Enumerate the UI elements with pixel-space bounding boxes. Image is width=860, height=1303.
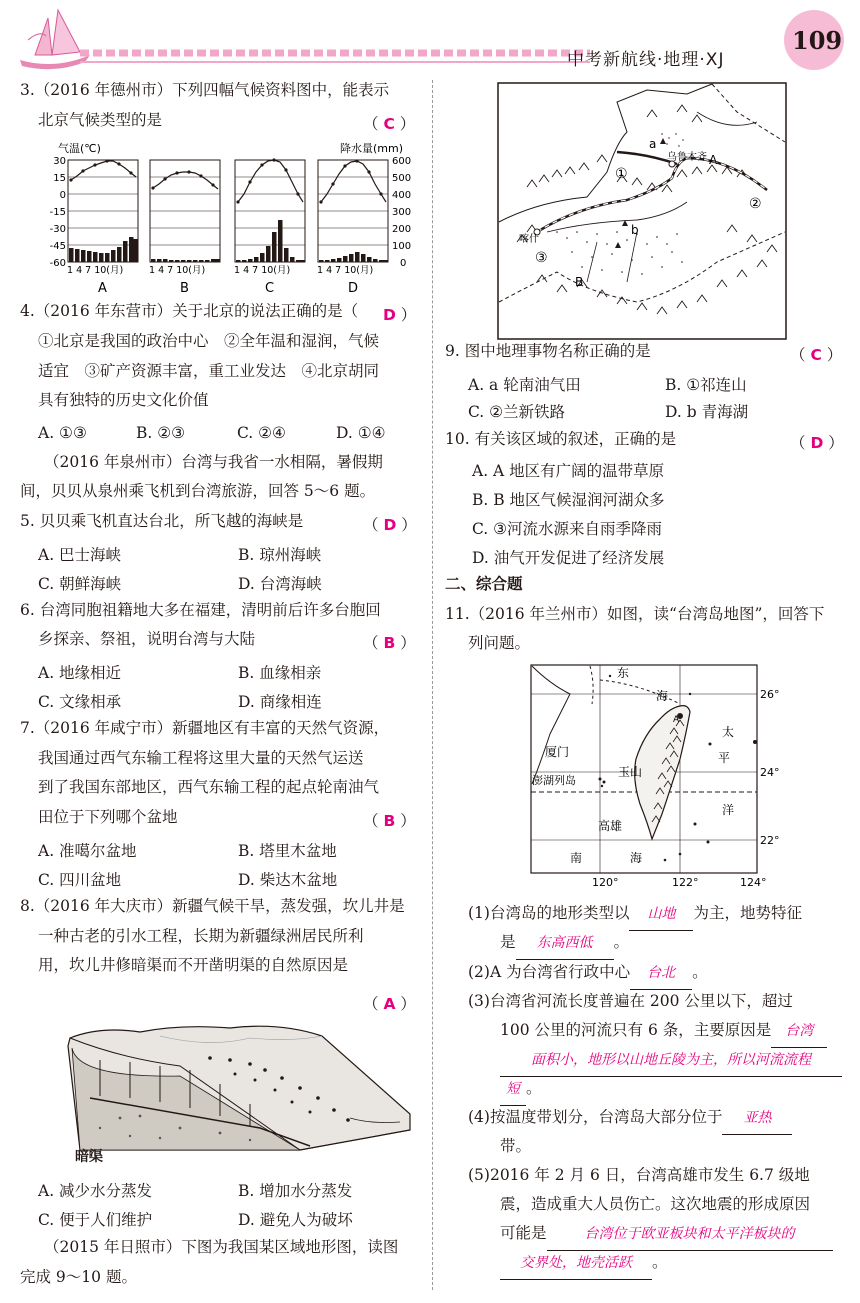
q11-p5-line1: (5)2016 年 2 月 6 日，台湾高雄市发生 6.7 级地: [468, 1166, 810, 1184]
svg-text:-15: -15: [49, 207, 66, 218]
q5-answer-bracket: （ D ）: [363, 516, 417, 534]
q11-p5-answer2: 交界处，地壳活跃: [520, 1255, 632, 1271]
svg-text:B: B: [575, 275, 584, 289]
q11-p1-line2: 是 东高西低 。: [500, 928, 629, 960]
q11-p4-answer: 亚热: [743, 1110, 772, 1126]
q11-p1-answer2: 东高西低: [536, 935, 593, 951]
svg-text:海: 海: [630, 851, 643, 865]
svg-text:1 4 7 10(月): 1 4 7 10(月): [67, 265, 124, 276]
q11-p3-line2: 100 公里的河流只有 6 条，主要原因是 台湾: [500, 1016, 827, 1048]
q10-option-a: A. A 地区有广阔的温带草原: [472, 462, 665, 480]
q5-option-d: D. 台湾海峡: [238, 575, 322, 593]
q4-stem: 4.（2016 年东营市）关于北京的说法正确的是（: [20, 302, 359, 320]
svg-text:厦门: 厦门: [545, 745, 570, 759]
svg-text:东: 东: [617, 666, 630, 680]
karez-diagram: [60, 1018, 420, 1170]
q8-option-b: B. 增加水分蒸发: [238, 1182, 353, 1200]
q6-answer-bracket: （ B ）: [363, 634, 416, 652]
header-decoration: [0, 0, 860, 75]
svg-text:D: D: [348, 281, 359, 296]
q4-option-a: A. ①③: [38, 424, 87, 442]
svg-text:C: C: [265, 281, 275, 296]
q9-answer: C: [810, 346, 822, 364]
q11-p4-line1: (4)按温度带划分，台湾岛大部分位于 亚热: [468, 1103, 792, 1135]
svg-text:500: 500: [392, 173, 412, 184]
svg-text:124°: 124°: [740, 876, 767, 889]
q4-answer-bracket: D ）: [383, 306, 417, 324]
climate-charts: [40, 140, 420, 298]
q8-line1: 8.（2016 年大庆市）新疆气候干旱，蒸发强，坎儿井是: [20, 897, 405, 915]
q11-p5-line2: 震，造成重大人员伤亡。这次地震的形成原因: [500, 1195, 811, 1213]
svg-text:澎湖列岛: 澎湖列岛: [532, 774, 576, 787]
header-stripe: [80, 53, 590, 62]
q5-option-a: A. 巴士海峡: [38, 546, 122, 564]
q7-line4: 田位于下列哪个盆地: [38, 808, 178, 826]
q11-line2: 列问题。: [468, 634, 531, 652]
column-divider: [432, 80, 433, 1290]
q9-stem: 9. 图中地理事物名称正确的是: [445, 342, 651, 360]
q11-p3-answer1: 台湾: [785, 1023, 814, 1039]
svg-text:120°: 120°: [592, 876, 619, 889]
q7-line2: 我国通过西气东输工程将这里大量的天然气运送: [38, 749, 364, 767]
q11-p5-answer1: 台湾位于欧亚板块和太平洋板块的: [584, 1226, 795, 1242]
q4-option-c: C. ②④: [237, 424, 286, 442]
y-left-label: 气温(℃): [58, 142, 101, 155]
q10-answer: D: [810, 434, 824, 452]
svg-text:玉山: 玉山: [618, 765, 643, 779]
q6-line1: 6. 台湾同胞祖籍地大多在福建，清明前后许多台胞回: [20, 601, 381, 619]
svg-text:A: A: [98, 281, 107, 296]
svg-text:300: 300: [392, 207, 412, 218]
svg-text:1 4 7 10(月): 1 4 7 10(月): [234, 265, 291, 276]
precip-bars: [69, 220, 388, 262]
q9-option-a: A. a 轮南油气田: [468, 376, 581, 394]
q4-answer: D: [383, 306, 396, 324]
q3-answer: C: [383, 115, 395, 133]
svg-text:-30: -30: [49, 224, 66, 235]
page-number: 109: [792, 26, 843, 55]
svg-text:洋: 洋: [722, 803, 735, 817]
svg-text:A: A: [709, 153, 718, 167]
q7-line1: 7.（2016 年咸宁市）新疆地区有丰富的天然气资源，: [20, 719, 390, 737]
q8-line2: 一种古老的引水工程，长期为新疆绿洲居民所利: [38, 927, 364, 945]
q7-answer-bracket: （ B ）: [363, 812, 416, 830]
q4-line1: ①北京是我国的政治中心 ②全年温和湿润，气候: [38, 332, 380, 350]
svg-text:600: 600: [392, 156, 412, 167]
q10-option-d: D. 油气开发促进了经济发展: [472, 549, 665, 567]
svg-text:200: 200: [392, 224, 412, 235]
svg-text:喀什: 喀什: [519, 234, 539, 245]
q10-stem: 10. 有关该区域的叙述，正确的是: [445, 430, 677, 448]
q11-p3-line4: 短 。: [500, 1074, 542, 1106]
q11-p3-line3: [500, 1045, 842, 1077]
svg-text:a: a: [649, 137, 657, 151]
intro-9-10-line2: 完成 9～10 题。: [20, 1268, 137, 1286]
sailboat-logo-icon: [20, 10, 90, 69]
q5-option-c: C. 朝鲜海峡: [38, 575, 122, 593]
svg-text:-60: -60: [49, 258, 66, 269]
q10-option-b: B. B 地区气候湿润河湖众多: [472, 491, 665, 509]
svg-text:太: 太: [722, 725, 735, 739]
q6-line2: 乡探亲、祭祖，说明台湾与大陆: [38, 630, 256, 648]
q11-p1-line1: (1)台湾岛的地形类型以 山地 为主，地势特征: [468, 899, 802, 931]
svg-text:30: 30: [53, 156, 66, 167]
karez-label: 暗渠: [75, 1149, 103, 1165]
q6-option-a: A. 地缘相近: [38, 664, 122, 682]
temp-dots: [69, 158, 382, 203]
q6-answer: B: [383, 634, 396, 652]
x-tick-labels: [67, 265, 373, 276]
q11-p1-answer1: 山地: [647, 906, 676, 922]
q9-option-d: D. b 青海湖: [665, 403, 749, 421]
q7-option-a: A. 准噶尔盆地: [38, 842, 137, 860]
q3-line2: 北京气候类型的是: [38, 111, 163, 129]
q9-option-b: B. ①祁连山: [665, 376, 747, 394]
y-left-ticks: [50, 156, 66, 269]
svg-text:26°: 26°: [760, 688, 780, 701]
q11-p2-answer: 台北: [647, 965, 676, 981]
svg-text:0: 0: [59, 190, 66, 201]
q6-option-d: D. 商缘相连: [238, 693, 322, 711]
q8-answer-bracket: （ A ）: [363, 995, 416, 1013]
q7-option-b: B. 塔里木盆地: [238, 842, 337, 860]
intro-5-6-line1: （2016 年泉州市）台湾与我省一水相隔，暑假期: [44, 453, 383, 471]
q5-option-b: B. 琼州海峡: [238, 546, 322, 564]
svg-text:15: 15: [53, 173, 66, 184]
q11-p3-line1: (3)台湾省河流长度普遍在 200 公里以下，超过: [468, 992, 793, 1010]
svg-text:122°: 122°: [672, 876, 699, 889]
q7-line3: 到了我国东部地区，西气东输工程的起点轮南油气: [38, 778, 380, 796]
svg-text:1 4 7 10(月): 1 4 7 10(月): [149, 265, 206, 276]
svg-text:b: b: [631, 223, 639, 237]
svg-text:B: B: [180, 281, 189, 296]
q5-answer: D: [383, 516, 397, 534]
intro-9-10-line1: （2015 年日照市）下图为我国某区域地形图，读图: [44, 1238, 399, 1256]
panel-labels: [98, 281, 358, 296]
q10-answer-bracket: （ D ）: [790, 434, 844, 452]
svg-text:22°: 22°: [760, 834, 780, 847]
section-heading: 二、综合题: [445, 575, 523, 593]
q11-p5-line4: 交界处，地壳活跃 。: [500, 1248, 668, 1280]
q4-line3: 具有独特的历史文化价值: [38, 391, 209, 409]
q7-option-c: C. 四川盆地: [38, 871, 122, 889]
q10-option-c: C. ③河流水源来自雨季降雨: [472, 520, 663, 538]
q7-option-d: D. 柴达木盆地: [238, 871, 338, 889]
intro-5-6-line2: 间，贝贝从泉州乘飞机到台湾旅游，回答 5～6 题。: [20, 482, 376, 500]
svg-text:平: 平: [718, 751, 731, 765]
q7-answer: B: [383, 812, 396, 830]
svg-text:高雄: 高雄: [598, 819, 623, 833]
svg-text:A: A: [673, 715, 680, 725]
q5-stem: 5. 贝贝乘飞机直达台北，所飞越的海峡是: [20, 512, 304, 530]
q4-line2: 适宜 ③矿产资源丰富，重工业发达 ④北京胡同: [38, 362, 380, 380]
svg-text:南: 南: [570, 851, 583, 865]
taiwan-map: [530, 664, 790, 892]
y-right-label: 降水量(mm): [340, 142, 404, 155]
svg-text:③: ③: [535, 250, 548, 266]
svg-text:24°: 24°: [760, 766, 780, 779]
q9-answer-bracket: （ C ）: [790, 346, 843, 364]
svg-text:②: ②: [749, 196, 762, 212]
q4-option-d: D. ①④: [336, 424, 386, 442]
q11-p5-line3: 可能是 台湾位于欧亚板块和太平洋板块的: [500, 1219, 833, 1251]
svg-text:-45: -45: [49, 241, 66, 252]
q8-line3: 用，坎儿井修暗渠而不开凿明渠的自然原因是: [38, 956, 349, 974]
q11-p3-answer2: 面积小，地形以山地丘陵为主，所以河流流程: [531, 1052, 811, 1068]
xinjiang-map: [497, 82, 787, 340]
q4-option-b: B. ②③: [136, 424, 186, 442]
q11-p4-line2: 带。: [500, 1137, 532, 1155]
svg-text:①: ①: [615, 166, 628, 182]
svg-text:1 4 7 10(月): 1 4 7 10(月): [317, 265, 374, 276]
q11-line1: 11.（2016 年兰州市）如图，读“台湾岛地图”，回答下: [445, 605, 825, 623]
q11-p2: (2)A 为台湾省行政中心 台北 。: [468, 958, 708, 990]
svg-text:乌鲁木齐: 乌鲁木齐: [667, 152, 707, 163]
svg-text:海: 海: [656, 689, 669, 703]
q3-answer-bracket: （ C ）: [363, 115, 416, 133]
q8-option-a: A. 减少水分蒸发: [38, 1182, 153, 1200]
q8-option-c: C. 便于人们维护: [38, 1211, 153, 1229]
q8-answer: A: [383, 995, 396, 1013]
series-title: 中考新航线·地理·XJ: [567, 50, 725, 70]
y-right-ticks: [392, 156, 411, 269]
q6-option-b: B. 血缘相亲: [238, 664, 322, 682]
q11-p3-answer3: 短: [506, 1081, 520, 1097]
q6-option-c: C. 文缘相承: [38, 693, 122, 711]
q9-option-c: C. ②兰新铁路: [468, 403, 566, 421]
svg-text:100: 100: [392, 241, 412, 252]
q8-option-d: D. 避免人为破坏: [238, 1211, 353, 1229]
svg-text:400: 400: [392, 190, 412, 201]
svg-text:0: 0: [400, 258, 407, 269]
q3-line1: 3.（2016 年德州市）下列四幅气候资料图中，能表示: [20, 81, 390, 99]
